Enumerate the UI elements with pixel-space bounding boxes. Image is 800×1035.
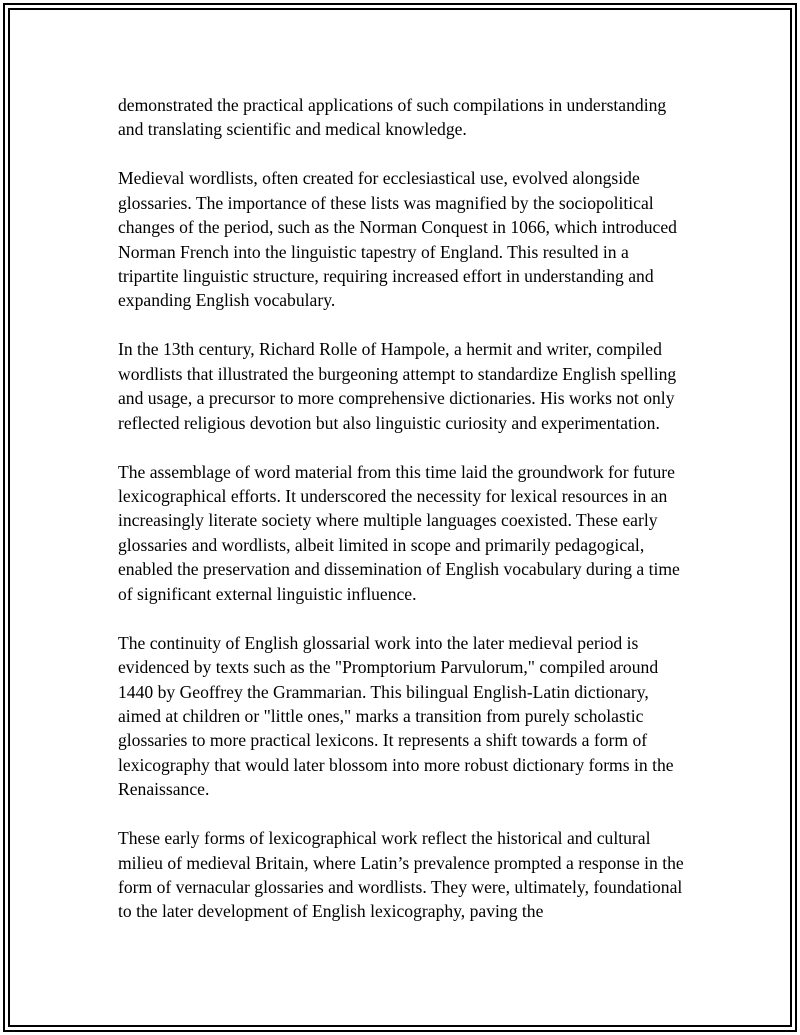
paragraph: Medieval wordlists, often created for ecclesiastical use, evolved alongside glossaries. The importance of these lists was magnified by the sociopolitical changes of the period, such as the Norman Conquest in 1066, which introduced Norman French into the linguistic tapestry of England. This resulted in a tripartite linguistic structure, requiring increased effort in understanding and expanding English vocabulary. [118,168,677,311]
paragraph: These early forms of lexicographical work reflect the historical and cultural milieu of medieval Britain, where Latin’s prevalence prompted a response in the form of vernacular glossaries and wordlists. They were, ultimately, foundational to the later development of English lexicography, paving the [118,828,684,922]
paragraph: In the 13th century, Richard Rolle of Hampole, a hermit and writer, compiled wordlists that illustrated the burgeoning attempt to standardize English spelling and usage, a precursor to more comprehensive dictionaries. His works not only reflected religious devotion but also linguistic curiosity and experimentation. [118,339,677,433]
body-text [118,93,688,948]
paragraph: demonstrated the practical applications of such compilations in understanding and translating scientific and medical knowledge. [118,95,667,140]
paragraph: The continuity of English glossarial work into the later medieval period is evidenced by texts such as the "Promptorium Parvulorum," compiled around 1440 by Geoffrey the Grammarian. This bilingual English-Latin dictionary, aimed at children or "little ones," marks a transition from purely scholastic glossaries to more practical lexicons. It represents a shift towards a form of lexicography that would later blossom into more robust dictionary forms in the Renaissance. [118,632,674,800]
paragraph: The assemblage of word material from this time laid the groundwork for future lexicographical efforts. It underscored the necessity for lexical resources in an increasingly literate society where multiple languages coexisted. These early glossaries and wordlists, albeit limited in scope and primarily pedagogical, enabled the preservation and dissemination of English vocabulary during a time of significant external linguistic influence. [118,461,680,604]
